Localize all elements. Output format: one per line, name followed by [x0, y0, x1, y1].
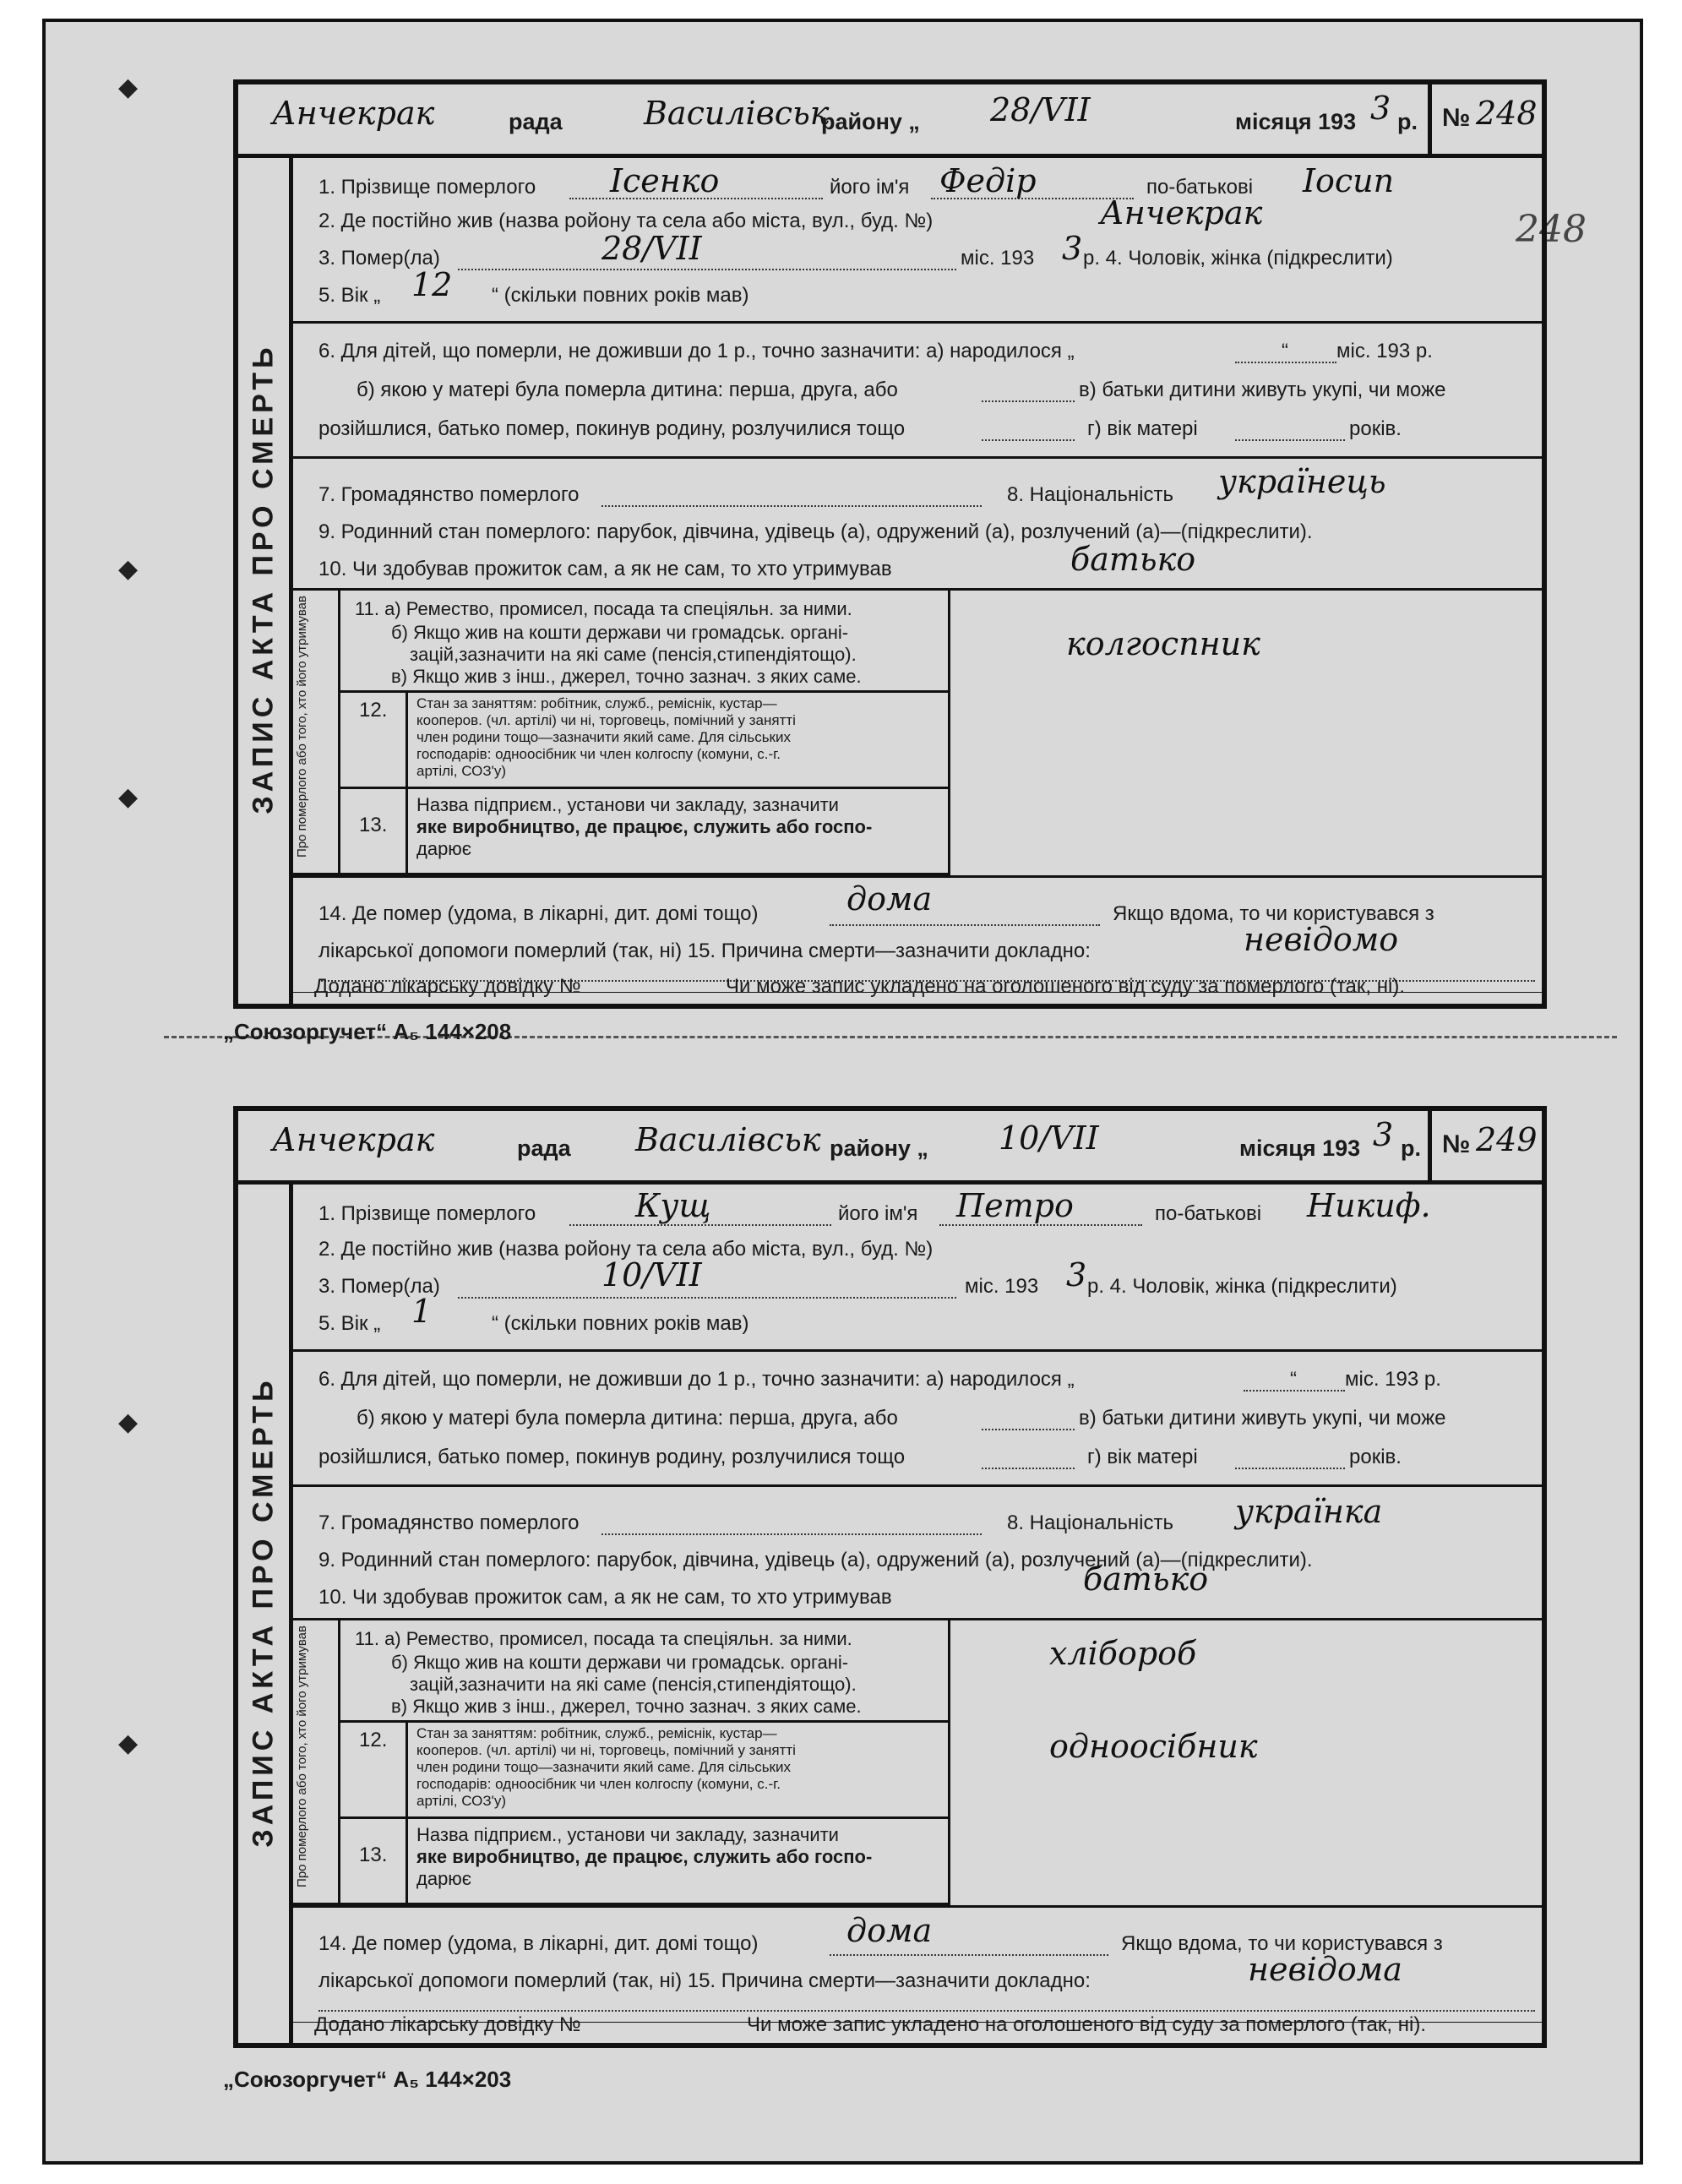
q1-patronymic-label: по-батькові — [1146, 176, 1254, 199]
q12-line5: артілі, СОЗ'у) — [416, 1793, 507, 1809]
q13-number: 13. — [359, 814, 388, 836]
q9-marital-label: 9. Родинний стан померлого: парубок, дівчина, удівець (а), одружений (а), розлучений (а)—(підкреслити). — [318, 1549, 1313, 1571]
dodano-label-2: Додано лікарську довідку № — [314, 2013, 581, 2036]
q13-line1: Назва підприєм., установи чи закладу, зазначити — [416, 794, 839, 815]
q12-line5: артілі, СОЗ'у) — [416, 763, 507, 779]
q12-number: 12. — [359, 699, 388, 722]
label-rayonu: району „ — [830, 1136, 928, 1161]
registration-date: 28/VII — [990, 91, 1091, 128]
card-header — [238, 1111, 1542, 1185]
q11b-label-cont: зацій,зазначити на які саме (пенсія,стипендіятощо). — [410, 644, 857, 665]
margin-note: 248 — [1516, 208, 1587, 251]
binding-hole-mark: ◆ — [118, 74, 139, 101]
q1-name-label: його ім'я — [830, 176, 910, 199]
q1-surname-label: 1. Прізвище померлого — [318, 176, 536, 199]
q3-month-label: міс. 193 — [961, 247, 1035, 270]
q1-surname-label: 1. Прізвище померлого — [318, 1202, 536, 1225]
q6c-mother-age-label: г) вік матері — [1087, 1446, 1198, 1468]
death-day: 28/VII — [601, 230, 702, 267]
label-rada: рада — [509, 109, 563, 134]
side-title-text: ЗАПИС АКТА ПРО СМЕРТЬ — [247, 343, 280, 814]
occupation-table — [289, 588, 950, 875]
supported-by: батько — [1070, 541, 1196, 578]
q6c-years-label: років. — [1349, 1446, 1402, 1468]
death-year-digit: 3 — [1066, 1256, 1087, 1294]
dodano-label-1: Додано лікарську довідку № — [314, 975, 581, 998]
q3-died-label: 3. Помер(ла) — [318, 1275, 440, 1298]
form-footer-2: „Союзоргучет“ А₅ 144×203 — [223, 2067, 512, 2092]
patronymic: Іосип — [1303, 162, 1395, 199]
cause-of-death: невідомо — [1244, 921, 1399, 958]
record-number: 249 — [1476, 1121, 1538, 1158]
surname: Ісенко — [610, 162, 720, 199]
age: 1 — [411, 1293, 433, 1330]
q12-line2: кооперов. (чл. артілі) чи ні, торговець, помічний у занятті — [416, 712, 796, 728]
first-name: Федір — [939, 162, 1037, 199]
q11a-label: 11. а) Ремество, промисел, посада та спеціяльн. за ними. — [355, 598, 852, 619]
q4-sex-label: р. 4. Чоловік, жінка (підкреслити) — [1083, 247, 1393, 270]
q12-line1: Стан за заняттям: робітник, служб., реміснік, кустар— — [416, 1725, 777, 1741]
q14-place-label: 14. Де помер (удома, в лікарні, дит. домі тощо) — [318, 1932, 759, 1955]
q6-children-label: 6. Для дітей, що померли, не доживши до 1 р., точно зазначити: а) народилося „ — [318, 340, 1075, 362]
place-of-death: дома — [846, 880, 933, 918]
q9-marital-label: 9. Родинний стан померлого: парубок, дівчина, удівець (а), одружений (а), розлучений (а)—(підкреслити). — [318, 520, 1313, 543]
q11b-label: б) Якщо жив на кошти держави чи громадськ. органі- — [391, 1652, 849, 1673]
place-of-death: дома — [846, 1912, 933, 1949]
q5-age-note: “ (скільки повних років мав) — [492, 1312, 749, 1335]
form-footer-1: „Союзоргучет“ А₅ 144×208 — [223, 1019, 512, 1044]
occupation: колгоспник — [1066, 625, 1260, 662]
q13-line1: Назва підприєм., установи чи закладу, зазначити — [416, 1824, 839, 1845]
death-year-digit: 3 — [1062, 230, 1083, 267]
q13-line3: дарює — [416, 838, 472, 859]
binding-hole-mark: ◆ — [118, 1408, 139, 1436]
nationality: українець — [1218, 463, 1386, 500]
label-misyatsya: місяця 193 — [1235, 109, 1357, 134]
label-no: № — [1442, 1130, 1471, 1158]
district-name: Василівськ — [635, 1121, 821, 1158]
village-name: Анчекрак — [272, 1121, 435, 1158]
residence: Анчекрак — [1100, 194, 1263, 231]
side-title-text: ЗАПИС АКТА ПРО СМЕРТЬ — [247, 1375, 280, 1848]
q14-place-label: 14. Де помер (удома, в лікарні, дит. домі тощо) — [318, 902, 759, 925]
q6b-label: б) якою у матері була померла дитина: перша, друга, або — [357, 1407, 898, 1430]
record-number-box — [1428, 84, 1542, 154]
binding-hole-mark: ◆ — [118, 1729, 139, 1757]
q12-line4: господарів: одноосібник чи член колгоспу (комуни, с.-г. — [416, 1776, 781, 1792]
q14-home-label: Якщо вдома, то чи користувався з — [1113, 902, 1434, 925]
patronymic: Никиф. — [1307, 1187, 1431, 1224]
label-misyatsya: місяця 193 — [1239, 1136, 1361, 1161]
q6-month-label: міс. 193 р. — [1345, 1368, 1441, 1391]
village-name: Анчекрак — [272, 95, 435, 132]
record-number: 248 — [1476, 95, 1538, 132]
q11c-label: в) Якщо жив з інш., джерел, точно зазнач. з яких саме. — [391, 1696, 862, 1717]
occupation-side-label: Про померлого або того, хто його утримував — [295, 596, 309, 858]
q6-month-label: міс. 193 р. — [1336, 340, 1433, 362]
q6-quote: “ — [1282, 340, 1288, 362]
supported-by: батько — [1083, 1560, 1209, 1598]
occupation-side-label: Про померлого або того, хто його утримував — [295, 1626, 309, 1887]
q12-line2: кооперов. (чл. артілі) чи ні, торговець, помічний у занятті — [416, 1742, 796, 1758]
first-name: Петро — [956, 1187, 1074, 1224]
q1-patronymic-label: по-батькові — [1155, 1202, 1262, 1225]
card-side-title — [238, 154, 293, 1004]
q3-month-label: міс. 193 — [965, 1275, 1039, 1298]
q13-line2: яке виробництво, де працює, служить або госпо- — [416, 816, 873, 837]
q6-children-label: 6. Для дітей, що померли, не доживши до 1 р., точно зазначити: а) народилося „ — [318, 1368, 1075, 1391]
death-record-card-1 — [233, 79, 1547, 1009]
death-day: 10/VII — [601, 1256, 702, 1294]
q6c-mother-age-label: г) вік матері — [1087, 417, 1198, 440]
q8-nationality-label: 8. Національність — [1007, 483, 1173, 506]
label-r: р. — [1397, 109, 1418, 134]
q7-citizenship-label: 7. Громадянство померлого — [318, 483, 580, 506]
q13-line3: дарює — [416, 1868, 472, 1889]
label-no: № — [1442, 104, 1471, 132]
q12-line1: Стан за заняттям: робітник, служб., реміснік, кустар— — [416, 695, 777, 711]
card-header — [238, 84, 1542, 158]
q2-residence-label: 2. Де постійно жив (назва ройону та села або міста, вул., буд. №) — [318, 210, 934, 232]
q13-line2: яке виробництво, де працює, служить або госпо- — [416, 1846, 873, 1867]
nationality: українка — [1235, 1493, 1383, 1530]
q11c-label: в) Якщо жив з інш., джерел, точно зазнач. з яких саме. — [391, 666, 862, 687]
q8-nationality-label: 8. Національність — [1007, 1511, 1173, 1534]
q14-home-label: Якщо вдома, то чи користувався з — [1121, 1932, 1443, 1955]
binding-hole-mark: ◆ — [118, 783, 139, 811]
q11b-label-cont: зацій,зазначити на які саме (пенсія,стипендіятощо). — [410, 1674, 857, 1695]
q6-quote: “ — [1290, 1368, 1297, 1391]
binding-hole-mark: ◆ — [118, 555, 139, 583]
q6c-label: розійшлися, батько помер, покинув родину, розлучилися тощо — [318, 1446, 906, 1468]
surname: Кущ — [635, 1187, 711, 1224]
q5-age-label: 5. Вік „ — [318, 284, 381, 307]
q10-support-label: 10. Чи здобував прожиток сам, а як не сам, то хто утримував — [318, 558, 892, 580]
q6c-label: розійшлися, батько помер, покинув родину, розлучилися тощо — [318, 417, 906, 440]
q11a-label: 11. а) Ремество, промисел, посада та спеціяльн. за ними. — [355, 1628, 852, 1649]
label-rada: рада — [517, 1136, 571, 1161]
q2-residence-label: 2. Де постійно жив (назва ройону та села або міста, вул., буд. №) — [318, 1238, 934, 1261]
label-r: р. — [1401, 1136, 1421, 1161]
year-digit: 3 — [1373, 1116, 1394, 1153]
q5-age-note: “ (скільки повних років мав) — [492, 284, 749, 307]
district-name: Василівськ — [644, 95, 830, 132]
q12-line4: господарів: одноосібник чи член колгоспу (комуни, с.-г. — [416, 746, 781, 762]
archive-sheet — [42, 19, 1643, 2165]
q1-name-label: його ім'я — [838, 1202, 918, 1225]
q4-sex-label: р. 4. Чоловік, жінка (підкреслити) — [1087, 1275, 1397, 1298]
q7-citizenship-label: 7. Громадянство померлого — [318, 1511, 580, 1534]
label-rayonu: району „ — [821, 109, 920, 134]
q6b-label: б) якою у матері була померла дитина: перша, друга, або — [357, 379, 898, 401]
cause-of-death: невідома — [1248, 1951, 1402, 1988]
occupation: хлібороб — [1049, 1635, 1197, 1672]
q12-number: 12. — [359, 1729, 388, 1751]
q11b-label: б) Якщо жив на кошти держави чи громадськ. органі- — [391, 622, 849, 643]
q13-number: 13. — [359, 1844, 388, 1866]
death-record-card-2 — [233, 1106, 1547, 2048]
chy-label-2: Чи може запис укладено на оголошеного від суду за померлого (так, ні). — [747, 2013, 1426, 2036]
q15-cause-label: лікарської допомоги померлий (так, ні) 15. Причина смерти—зазначити докладно: — [318, 940, 1091, 962]
occupation-status: одноосібник — [1049, 1728, 1258, 1765]
q6b-parents-label: в) батьки дитини живуть укупі, чи може — [1079, 379, 1446, 401]
occupation-table — [289, 1618, 950, 1905]
q15-cause-label: лікарської допомоги померлий (так, ні) 15. Причина смерти—зазначити докладно: — [318, 1969, 1091, 1992]
record-number-box — [1428, 1111, 1542, 1180]
q10-support-label: 10. Чи здобував прожиток сам, а як не сам, то хто утримував — [318, 1586, 892, 1609]
age: 12 — [411, 266, 453, 303]
chy-label-1: Чи може запис укладено на оголошеного від суду за померлого (так, ні). — [726, 975, 1405, 998]
q5-age-label: 5. Вік „ — [318, 1312, 381, 1335]
q3-died-label: 3. Помер(ла) — [318, 247, 440, 270]
registration-date: 10/VII — [999, 1119, 1099, 1157]
q12-line3: член родини тощо—зазначити який саме. Для сільських — [416, 729, 791, 745]
q12-line3: член родини тощо—зазначити який саме. Для сільських — [416, 1759, 791, 1775]
card-side-title — [238, 1180, 293, 2043]
q6c-years-label: років. — [1349, 417, 1402, 440]
year-digit: 3 — [1370, 90, 1391, 127]
q6b-parents-label: в) батьки дитини живуть укупі, чи може — [1079, 1407, 1446, 1430]
